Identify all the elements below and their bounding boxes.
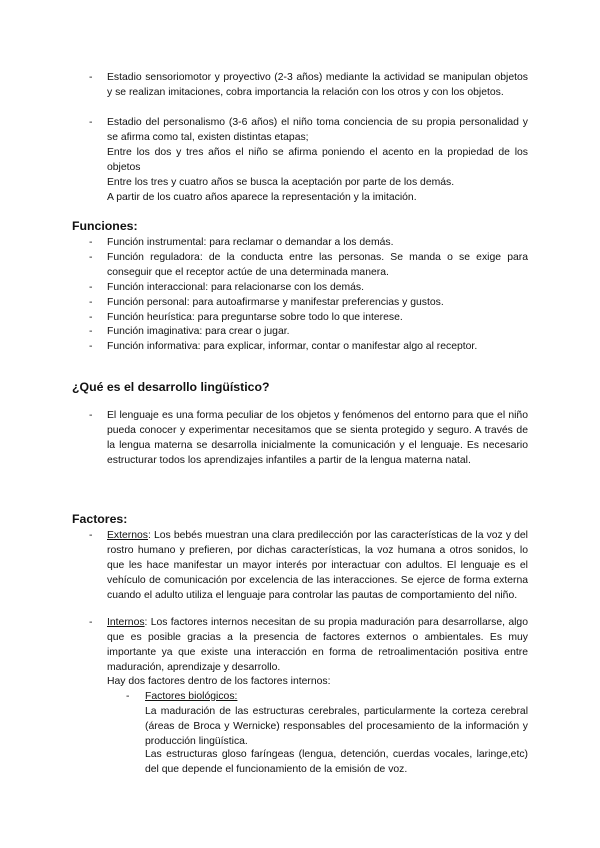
- bullet-dash: -: [89, 297, 93, 308]
- section-heading-funciones: Funciones:: [72, 219, 138, 233]
- bullet-dash: -: [89, 237, 93, 248]
- funcion-item: Función interaccional: para relacionarse con los demás.: [107, 282, 365, 293]
- funcion-item: Función personal: para autoafirmarse y manifestar preferencias y gustos.: [107, 297, 444, 308]
- stage-tres-cuatro: Entre los tres y cuatro años se busca la aceptación por parte de los demás.: [107, 177, 455, 188]
- section-heading-desarrollo: ¿Qué es el desarrollo lingüístico?: [72, 380, 270, 394]
- externos-text: : Los bebés muestran una clara predilección por las características de la voz y del rostro humano y prefieren, por dichas características, la voz humana a otros sonidos, lo que les hace manifestar un mayor interés por interactuar con adultos. El lenguaje es el vehículo de comunicación por excelencia de las interacciones. Se ejerce de forma externa cuando el adulto utiliza el lenguaje para controlar las pautas de comportamiento del niño.: [107, 530, 528, 602]
- stage-dos-tres: Entre los dos y tres años el niño se afirma poniendo el acento en la propiedad de los objetos: [107, 147, 528, 174]
- funcion-item: Función imaginativa: para crear o jugar.: [107, 326, 290, 337]
- biologicos-paragraph-1: La maduración de las estructuras cerebrales, particularmente la corteza cerebral (áreas de Broca y Wernicke) responsables del procesamiento de la información y producción lingüística.: [145, 706, 528, 748]
- factores-internos: [107, 615, 528, 675]
- biologicos-paragraph-2: Las estructuras gloso faríngeas (lengua, detención, cuerdas vocales, laringe,etc) del que depende el funcionamiento de la emisión de voz.: [145, 749, 528, 776]
- stage-personalismo: Estadio del personalismo (3-6 años) el niño toma conciencia de su propia personalidad y se afirma como tal, existen distintas etapas;: [107, 117, 528, 144]
- bullet-dash: -: [126, 691, 130, 702]
- bullet-dash: -: [89, 341, 93, 352]
- funcion-item: Función reguladora: de la conducta entre las personas. Se manda o se exige para conseguir que el receptor actúe de una determinada manera.: [107, 252, 528, 279]
- internos-intro: Hay dos factores dentro de los factores internos:: [107, 676, 331, 687]
- internos-label: Internos: [107, 617, 145, 628]
- internos-text: : Los factores internos necesitan de su propia maduración para desarrollarse, algo que es posible gracias a la presencia de factores externos o ambientales. Es muy importante ya que existe una interacción en forma de retroalimentación positiva entre maduración, aprendizaje y desarrollo.: [107, 617, 528, 674]
- biologicos-label: Factores biológicos:: [145, 691, 238, 702]
- externos-label: Externos: [107, 530, 149, 541]
- factores-externos: [107, 528, 528, 603]
- funcion-item: Función informativa: para explicar, informar, contar o manifestar algo al receptor.: [107, 341, 478, 352]
- bullet-dash: -: [89, 252, 93, 263]
- bullet-dash: -: [89, 312, 93, 323]
- stage-sensoriomotor: Estadio sensoriomotor y proyectivo (2-3 años) mediante la actividad se manipulan objetos y se realizan imitaciones, cobra importancia la relación con los otros y con los objetos.: [107, 72, 528, 99]
- bullet-dash: -: [89, 117, 93, 128]
- bullet-dash: -: [89, 72, 93, 83]
- funcion-item: Función heurística: para preguntarse sobre todo lo que interese.: [107, 312, 403, 323]
- desarrollo-paragraph: El lenguaje es una forma peculiar de los objetos y fenómenos del entorno para que el niño pueda conocer y experimentar necesitamos que se sienta protegido y seguro. A través de la lengua materna se desarrolla inicialmente la comunicación y el lenguaje. Es necesario estructurar todos los aprendizajes infantiles a partir de la lengua materna natal.: [107, 410, 528, 467]
- stage-cuatro: A partir de los cuatro años aparece la representación y la imitación.: [107, 192, 417, 203]
- section-heading-factores: Factores:: [72, 512, 128, 526]
- funcion-item: Función instrumental: para reclamar o demandar a los demás.: [107, 237, 394, 248]
- bullet-dash: -: [89, 410, 93, 421]
- bullet-dash: -: [89, 326, 93, 337]
- bullet-dash: -: [89, 530, 93, 541]
- bullet-dash: -: [89, 617, 93, 628]
- bullet-dash: -: [89, 282, 93, 293]
